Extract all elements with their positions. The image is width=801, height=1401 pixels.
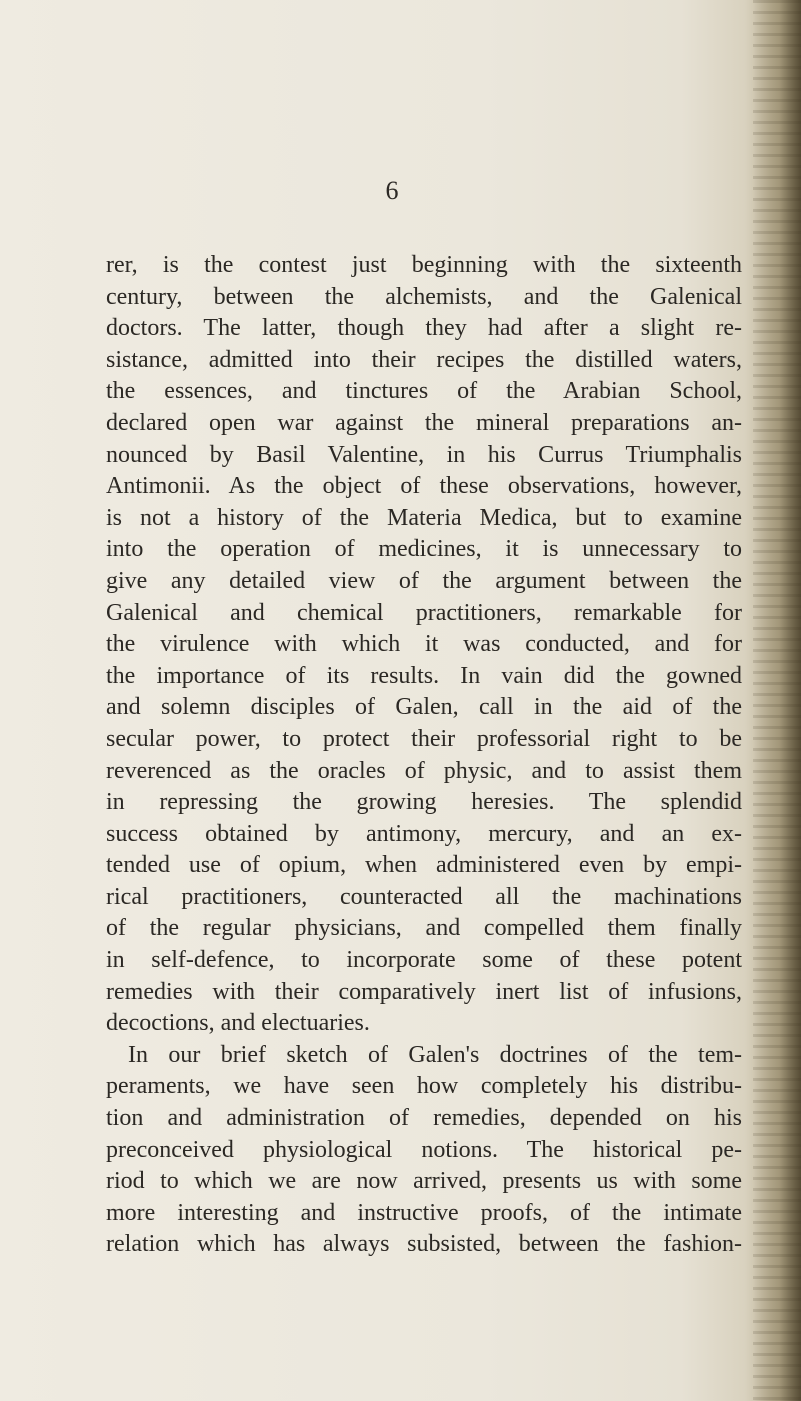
text-line: nounced by Basil Valentine, in his Currus Triumphalis [106,441,742,468]
page-edge-shadow [753,0,801,1401]
text-line: decoctions, and electuaries. [106,1010,370,1037]
page-number: 6 [385,176,399,205]
text-line: Galenical and chemical practitioners, remarkable for [106,599,742,626]
text-line: In our brief sketch of Galen's doctrines of the tem- [128,1041,742,1068]
text-line: riod to which we are now arrived, presents us with some [106,1168,742,1195]
text-line: declared open war against the mineral preparations an- [106,409,742,436]
text-line: tended use of opium, when administered even by empi- [106,852,742,879]
text-line: success obtained by antimony, mercury, and an ex- [106,820,742,847]
text-line: is not a history of the Materia Medica, but to examine [106,504,742,531]
text-line: preconceived physiological notions. The historical pe- [106,1136,742,1163]
text-line: the essences, and tinctures of the Arabian School, [106,378,742,405]
text-line: in repressing the growing heresies. The splendid [106,789,742,816]
text-line: reverenced as the oracles of physic, and to assist them [106,757,742,784]
text-line: rical practitioners, counteracted all the machinations [106,883,742,910]
text-line: peraments, we have seen how completely his distribu- [106,1073,742,1100]
text-line: give any detailed view of the argument between the [106,567,742,594]
text-line: relation which has always subsisted, between the fashion- [106,1231,742,1258]
text-line: rer, is the contest just beginning with the sixteenth [106,252,742,278]
text-line: the importance of its results. In vain did the gowned [106,662,742,689]
text-line: sistance, admitted into their recipes the distilled waters, [106,346,742,373]
text-line: tion and administration of remedies, depended on his [106,1105,742,1132]
text-line: secular power, to protect their professorial right to be [106,725,742,752]
text-line: and solemn disciples of Galen, call in the aid of the [106,694,742,721]
text-line: into the operation of medicines, it is unnecessary to [106,536,742,563]
text-line: the virulence with which it was conducted, and for [106,631,742,658]
text-line: in self-defence, to incorporate some of these potent [106,947,742,974]
text-line: doctors. The latter, though they had after a slight re- [106,315,742,342]
text-line: Antimonii. As the object of these observations, however, [106,473,742,500]
body-text [106,250,742,1261]
text-line: more interesting and instructive proofs, of the intimate [106,1199,742,1226]
text-line: of the regular physicians, and compelled them finally [106,915,742,942]
text-line: remedies with their comparatively inert list of infusions, [106,978,742,1005]
text-line: century, between the alchemists, and the Galenical [106,283,742,310]
